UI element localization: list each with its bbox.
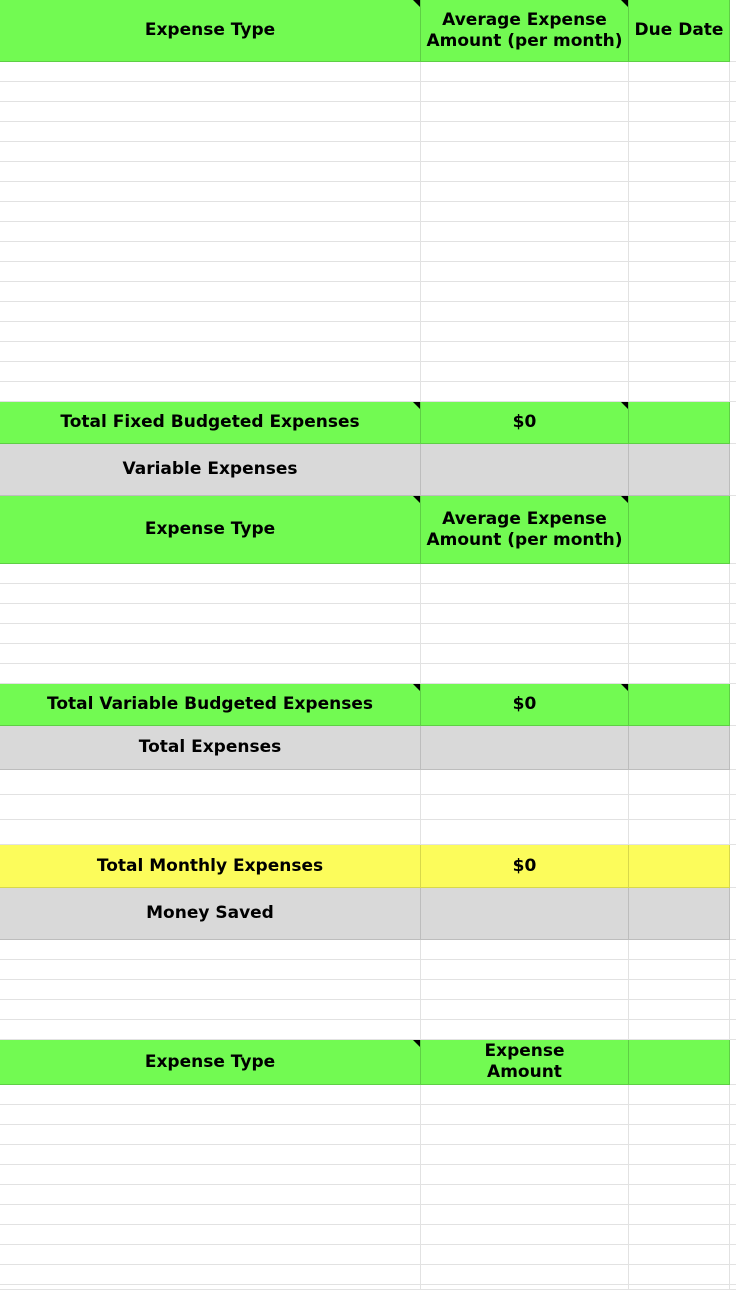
cell-col4 bbox=[730, 342, 736, 362]
total-monthly-empty[interactable] bbox=[629, 845, 730, 888]
cell-amount[interactable] bbox=[421, 262, 629, 282]
cell-col4 bbox=[730, 1245, 736, 1265]
header-expense-type[interactable] bbox=[0, 0, 421, 62]
cell-expense-type[interactable] bbox=[0, 222, 421, 242]
cell-expense-type[interactable] bbox=[0, 980, 421, 1000]
cell-col4 bbox=[730, 604, 736, 624]
fixed-header-row bbox=[0, 0, 736, 62]
cell-amount[interactable] bbox=[421, 584, 629, 604]
fixed-expense-row bbox=[0, 282, 736, 302]
cell-col4 bbox=[730, 62, 736, 82]
cell-amount[interactable] bbox=[421, 770, 629, 795]
cell-col4 bbox=[730, 402, 736, 444]
cell-due-date[interactable] bbox=[629, 940, 730, 960]
header-empty[interactable] bbox=[629, 496, 730, 564]
total-expenses-label[interactable] bbox=[0, 726, 421, 770]
fixed-expense-row bbox=[0, 122, 736, 142]
cell-amount[interactable] bbox=[421, 302, 629, 322]
total-expenses-row bbox=[0, 795, 736, 820]
money-saved-empty2[interactable] bbox=[629, 888, 730, 940]
cell-due-date[interactable] bbox=[629, 382, 730, 402]
total-monthly-row bbox=[0, 845, 736, 888]
cell-expense-type[interactable] bbox=[0, 282, 421, 302]
variable-expense-row bbox=[0, 604, 736, 624]
fixed-expense-row bbox=[0, 362, 736, 382]
cell-expense-type[interactable] bbox=[0, 1105, 421, 1125]
cell-expense-type[interactable] bbox=[0, 142, 421, 162]
cell-col4 bbox=[730, 624, 736, 644]
cell-due-date[interactable] bbox=[629, 362, 730, 382]
saved-expense-row bbox=[0, 1085, 736, 1105]
cell-expense-type[interactable] bbox=[0, 302, 421, 322]
total-fixed-row bbox=[0, 402, 736, 444]
cell-due-date[interactable] bbox=[629, 322, 730, 342]
fixed-expense-row bbox=[0, 222, 736, 242]
cell-col4 bbox=[730, 1000, 736, 1020]
cell-expense-type[interactable] bbox=[0, 564, 421, 584]
cell-amount[interactable] bbox=[421, 1205, 629, 1225]
cell-col4 bbox=[730, 122, 736, 142]
cell-expense-type[interactable] bbox=[0, 664, 421, 684]
total-variable-label-text: Total Variable Budgeted Expenses bbox=[46, 694, 373, 714]
cell-due-date[interactable] bbox=[629, 1185, 730, 1205]
cell-expense-type[interactable] bbox=[0, 1185, 421, 1205]
cell-expense-type[interactable] bbox=[0, 182, 421, 202]
cell-col4 bbox=[730, 282, 736, 302]
cell-due-date[interactable] bbox=[629, 770, 730, 795]
total-expenses-section-row bbox=[0, 726, 736, 770]
cell-col4 bbox=[730, 845, 736, 888]
cell-expense-type[interactable] bbox=[0, 1225, 421, 1245]
cell-expense-type[interactable] bbox=[0, 1125, 421, 1145]
fixed-expense-row bbox=[0, 302, 736, 322]
comment-indicator-icon[interactable] bbox=[413, 1040, 420, 1047]
variable-section-row bbox=[0, 444, 736, 496]
cell-expense-type[interactable] bbox=[0, 262, 421, 282]
cell-expense-type[interactable] bbox=[0, 770, 421, 795]
cell-expense-type[interactable] bbox=[0, 584, 421, 604]
cell-due-date[interactable] bbox=[629, 342, 730, 362]
cell-col4 bbox=[730, 795, 736, 820]
total-variable-value-text: $0 bbox=[512, 694, 537, 714]
cell-col4 bbox=[730, 564, 736, 584]
cell-amount[interactable] bbox=[421, 82, 629, 102]
cell-amount[interactable] bbox=[421, 1245, 629, 1265]
cell-amount[interactable] bbox=[421, 604, 629, 624]
fixed-expense-row bbox=[0, 142, 736, 162]
header-average-amount-variable-text: Average Expense Amount (per month) bbox=[426, 508, 623, 550]
cell-col4 bbox=[730, 770, 736, 795]
cell-amount[interactable] bbox=[421, 1125, 629, 1145]
cell-amount[interactable] bbox=[421, 1105, 629, 1125]
cell-col4 bbox=[730, 142, 736, 162]
cell-col4 bbox=[730, 182, 736, 202]
cell-col4 bbox=[730, 1225, 736, 1245]
variable-expenses-empty[interactable] bbox=[421, 444, 629, 496]
cell-due-date[interactable] bbox=[629, 1000, 730, 1020]
cell-expense-type[interactable] bbox=[0, 122, 421, 142]
header-due-date-text: Due Date bbox=[634, 20, 724, 40]
cell-amount[interactable] bbox=[421, 142, 629, 162]
cell-col4 bbox=[730, 382, 736, 402]
saved-expense-row bbox=[0, 1225, 736, 1245]
total-monthly-label-text: Total Monthly Expenses bbox=[96, 855, 324, 876]
cell-due-date[interactable] bbox=[629, 980, 730, 1000]
saved-expense-row bbox=[0, 1205, 736, 1225]
cell-amount[interactable] bbox=[421, 1020, 629, 1040]
cell-col4 bbox=[730, 302, 736, 322]
cell-due-date[interactable] bbox=[629, 1245, 730, 1265]
header-expense-type-text: Expense Type bbox=[144, 20, 276, 40]
saved-header-row bbox=[0, 1040, 736, 1085]
cell-expense-type[interactable] bbox=[0, 62, 421, 82]
header-expense-amount-saved[interactable] bbox=[421, 1040, 629, 1085]
saved-expense-row bbox=[0, 1105, 736, 1125]
total-variable-value[interactable] bbox=[421, 684, 629, 726]
cell-col4 bbox=[730, 242, 736, 262]
cell-expense-type[interactable] bbox=[0, 82, 421, 102]
money-saved-row bbox=[0, 960, 736, 980]
comment-indicator-icon[interactable] bbox=[621, 496, 628, 503]
cell-col4 bbox=[730, 1185, 736, 1205]
cell-expense-type[interactable] bbox=[0, 1145, 421, 1165]
cell-expense-type[interactable] bbox=[0, 1085, 421, 1105]
cell-due-date[interactable] bbox=[629, 960, 730, 980]
cell-col4 bbox=[730, 322, 736, 342]
cell-due-date[interactable] bbox=[629, 102, 730, 122]
cell-expense-type[interactable] bbox=[0, 1285, 421, 1290]
cell-col4 bbox=[730, 444, 736, 496]
cell-col4 bbox=[730, 1265, 736, 1285]
fixed-expense-row bbox=[0, 342, 736, 362]
header-expense-type-variable-text: Expense Type bbox=[144, 519, 276, 539]
cell-due-date[interactable] bbox=[629, 262, 730, 282]
comment-indicator-icon[interactable] bbox=[621, 402, 628, 409]
header-due-date[interactable] bbox=[629, 0, 730, 62]
cell-col4 bbox=[730, 980, 736, 1000]
money-saved-row bbox=[0, 1020, 736, 1040]
cell-due-date[interactable] bbox=[629, 1020, 730, 1040]
cell-col4 bbox=[730, 684, 736, 726]
cell-col4 bbox=[730, 888, 736, 940]
comment-indicator-icon[interactable] bbox=[413, 0, 420, 7]
cell-due-date[interactable] bbox=[629, 82, 730, 102]
cell-due-date[interactable] bbox=[629, 604, 730, 624]
cell-due-date[interactable] bbox=[629, 282, 730, 302]
cell-amount[interactable] bbox=[421, 980, 629, 1000]
money-saved-label-text: Money Saved bbox=[146, 903, 274, 923]
cell-amount[interactable] bbox=[421, 644, 629, 664]
total-fixed-label-text: Total Fixed Budgeted Expenses bbox=[60, 412, 360, 432]
total-variable-row bbox=[0, 684, 736, 726]
cell-col4 bbox=[730, 162, 736, 182]
cell-due-date[interactable] bbox=[629, 242, 730, 262]
saved-expense-row bbox=[0, 1185, 736, 1205]
cell-col4 bbox=[730, 1040, 736, 1085]
cell-amount[interactable] bbox=[421, 1085, 629, 1105]
total-expenses-row bbox=[0, 770, 736, 795]
cell-expense-type[interactable] bbox=[0, 644, 421, 664]
cell-expense-type[interactable] bbox=[0, 604, 421, 624]
cell-col4 bbox=[730, 1105, 736, 1125]
cell-due-date[interactable] bbox=[629, 624, 730, 644]
cell-due-date[interactable] bbox=[629, 664, 730, 684]
variable-expense-row bbox=[0, 564, 736, 584]
cell-due-date[interactable] bbox=[629, 1225, 730, 1245]
cell-due-date[interactable] bbox=[629, 142, 730, 162]
cell-expense-type[interactable] bbox=[0, 382, 421, 402]
saved-expense-row bbox=[0, 1145, 736, 1165]
comment-indicator-icon[interactable] bbox=[413, 496, 420, 503]
comment-indicator-icon[interactable] bbox=[621, 684, 628, 691]
fixed-expense-row bbox=[0, 62, 736, 82]
cell-amount[interactable] bbox=[421, 242, 629, 262]
saved-expense-row bbox=[0, 1165, 736, 1185]
fixed-expense-row bbox=[0, 182, 736, 202]
cell-expense-type[interactable] bbox=[0, 795, 421, 820]
fixed-expense-row bbox=[0, 82, 736, 102]
cell-amount[interactable] bbox=[421, 322, 629, 342]
cell-due-date[interactable] bbox=[629, 1205, 730, 1225]
total-expenses-label-text: Total Expenses bbox=[138, 737, 282, 757]
cell-expense-type[interactable] bbox=[0, 322, 421, 342]
cell-col4 bbox=[730, 362, 736, 382]
cell-col4 bbox=[730, 222, 736, 242]
cell-expense-type[interactable] bbox=[0, 820, 421, 845]
comment-indicator-icon[interactable] bbox=[413, 402, 420, 409]
variable-expenses-label[interactable] bbox=[0, 444, 421, 496]
total-expenses-empty2[interactable] bbox=[629, 726, 730, 770]
total-fixed-label[interactable] bbox=[0, 402, 421, 444]
total-fixed-empty[interactable] bbox=[629, 402, 730, 444]
saved-expense-row bbox=[0, 1285, 736, 1290]
cell-col4 bbox=[730, 664, 736, 684]
cell-amount[interactable] bbox=[421, 1285, 629, 1290]
cell-due-date[interactable] bbox=[629, 644, 730, 664]
cell-due-date[interactable] bbox=[629, 1125, 730, 1145]
saved-expense-row bbox=[0, 1265, 736, 1285]
variable-header-row bbox=[0, 496, 736, 564]
header-average-amount[interactable] bbox=[421, 0, 629, 62]
cell-expense-type[interactable] bbox=[0, 1020, 421, 1040]
cell-col4 bbox=[730, 1145, 736, 1165]
money-saved-row bbox=[0, 1000, 736, 1020]
header-average-amount-variable[interactable] bbox=[421, 496, 629, 564]
comment-indicator-icon[interactable] bbox=[413, 684, 420, 691]
cell-expense-type[interactable] bbox=[0, 1000, 421, 1020]
cell-col4 bbox=[730, 1285, 736, 1290]
cell-amount[interactable] bbox=[421, 182, 629, 202]
cell-expense-type[interactable] bbox=[0, 940, 421, 960]
cell-amount[interactable] bbox=[421, 342, 629, 362]
money-saved-section-row bbox=[0, 888, 736, 940]
cell-col4 bbox=[730, 1085, 736, 1105]
cell-col4 bbox=[730, 644, 736, 664]
variable-expense-row bbox=[0, 584, 736, 604]
cell-col4 bbox=[730, 960, 736, 980]
total-fixed-value[interactable] bbox=[421, 402, 629, 444]
money-saved-label[interactable] bbox=[0, 888, 421, 940]
cell-amount[interactable] bbox=[421, 795, 629, 820]
cell-col4 bbox=[730, 202, 736, 222]
cell-expense-type[interactable] bbox=[0, 362, 421, 382]
cell-col4 bbox=[730, 1205, 736, 1225]
money-saved-row bbox=[0, 940, 736, 960]
cell-col4 bbox=[730, 0, 736, 62]
header-expense-type-variable[interactable] bbox=[0, 496, 421, 564]
cell-due-date[interactable] bbox=[629, 1165, 730, 1185]
cell-due-date[interactable] bbox=[629, 584, 730, 604]
cell-expense-type[interactable] bbox=[0, 960, 421, 980]
header-expense-type-saved[interactable] bbox=[0, 1040, 421, 1085]
money-saved-row bbox=[0, 980, 736, 1000]
cell-amount[interactable] bbox=[421, 1225, 629, 1245]
cell-amount[interactable] bbox=[421, 564, 629, 584]
fixed-expense-row bbox=[0, 262, 736, 282]
cell-col4 bbox=[730, 820, 736, 845]
cell-expense-type[interactable] bbox=[0, 162, 421, 182]
comment-indicator-icon[interactable] bbox=[621, 0, 628, 7]
saved-expense-row bbox=[0, 1245, 736, 1265]
total-expenses-empty[interactable] bbox=[421, 726, 629, 770]
cell-due-date[interactable] bbox=[629, 162, 730, 182]
cell-amount[interactable] bbox=[421, 1185, 629, 1205]
total-variable-label[interactable] bbox=[0, 684, 421, 726]
variable-expense-row bbox=[0, 664, 736, 684]
cell-amount[interactable] bbox=[421, 1265, 629, 1285]
fixed-expense-row bbox=[0, 102, 736, 122]
cell-col4 bbox=[730, 102, 736, 122]
cell-due-date[interactable] bbox=[629, 1145, 730, 1165]
total-monthly-label[interactable] bbox=[0, 845, 421, 888]
header-expense-amount-saved-text: Expense Amount bbox=[484, 1041, 565, 1082]
cell-due-date[interactable] bbox=[629, 820, 730, 845]
cell-amount[interactable] bbox=[421, 162, 629, 182]
cell-due-date[interactable] bbox=[629, 564, 730, 584]
cell-col4 bbox=[730, 1125, 736, 1145]
cell-due-date[interactable] bbox=[629, 122, 730, 142]
total-expenses-row bbox=[0, 820, 736, 845]
cell-amount[interactable] bbox=[421, 362, 629, 382]
total-monthly-value[interactable] bbox=[421, 845, 629, 888]
cell-amount[interactable] bbox=[421, 1165, 629, 1185]
fixed-expense-row bbox=[0, 382, 736, 402]
cell-expense-type[interactable] bbox=[0, 1205, 421, 1225]
variable-expenses-empty2[interactable] bbox=[629, 444, 730, 496]
cell-due-date[interactable] bbox=[629, 62, 730, 82]
variable-expense-row bbox=[0, 624, 736, 644]
header-expense-type-saved-text: Expense Type bbox=[144, 1051, 276, 1072]
cell-due-date[interactable] bbox=[629, 795, 730, 820]
cell-amount[interactable] bbox=[421, 382, 629, 402]
cell-due-date[interactable] bbox=[629, 182, 730, 202]
variable-expenses-label-text: Variable Expenses bbox=[122, 459, 298, 479]
cell-expense-type[interactable] bbox=[0, 202, 421, 222]
cell-due-date[interactable] bbox=[629, 302, 730, 322]
cell-due-date[interactable] bbox=[629, 1085, 730, 1105]
cell-due-date[interactable] bbox=[629, 1285, 730, 1290]
cell-due-date[interactable] bbox=[629, 202, 730, 222]
cell-amount[interactable] bbox=[421, 202, 629, 222]
cell-col4 bbox=[730, 82, 736, 102]
cell-expense-type[interactable] bbox=[0, 624, 421, 644]
cell-amount[interactable] bbox=[421, 282, 629, 302]
saved-expense-row bbox=[0, 1125, 736, 1145]
total-fixed-value-text: $0 bbox=[512, 412, 537, 432]
cell-col4 bbox=[730, 726, 736, 770]
cell-col4 bbox=[730, 584, 736, 604]
cell-col4 bbox=[730, 496, 736, 564]
cell-amount[interactable] bbox=[421, 664, 629, 684]
cell-amount[interactable] bbox=[421, 624, 629, 644]
total-variable-empty[interactable] bbox=[629, 684, 730, 726]
cell-amount[interactable] bbox=[421, 222, 629, 242]
cell-amount[interactable] bbox=[421, 122, 629, 142]
cell-due-date[interactable] bbox=[629, 1105, 730, 1125]
fixed-expense-row bbox=[0, 202, 736, 222]
cell-amount[interactable] bbox=[421, 1145, 629, 1165]
cell-due-date[interactable] bbox=[629, 1265, 730, 1285]
money-saved-empty[interactable] bbox=[421, 888, 629, 940]
header-empty-saved[interactable] bbox=[629, 1040, 730, 1085]
cell-col4 bbox=[730, 1165, 736, 1185]
fixed-expense-row bbox=[0, 242, 736, 262]
cell-col4 bbox=[730, 1020, 736, 1040]
cell-col4 bbox=[730, 940, 736, 960]
cell-expense-type[interactable] bbox=[0, 342, 421, 362]
cell-expense-type[interactable] bbox=[0, 1245, 421, 1265]
cell-amount[interactable] bbox=[421, 102, 629, 122]
total-monthly-value-text: $0 bbox=[512, 855, 537, 876]
cell-expense-type[interactable] bbox=[0, 1165, 421, 1185]
cell-expense-type[interactable] bbox=[0, 242, 421, 262]
cell-expense-type[interactable] bbox=[0, 1265, 421, 1285]
cell-amount[interactable] bbox=[421, 820, 629, 845]
cell-amount[interactable] bbox=[421, 940, 629, 960]
fixed-expense-row bbox=[0, 322, 736, 342]
variable-expense-row bbox=[0, 644, 736, 664]
cell-amount[interactable] bbox=[421, 1000, 629, 1020]
cell-expense-type[interactable] bbox=[0, 102, 421, 122]
cell-amount[interactable] bbox=[421, 62, 629, 82]
header-average-amount-text: Average Expense Amount (per month) bbox=[426, 9, 623, 51]
cell-due-date[interactable] bbox=[629, 222, 730, 242]
cell-amount[interactable] bbox=[421, 960, 629, 980]
fixed-expense-row bbox=[0, 162, 736, 182]
cell-col4 bbox=[730, 262, 736, 282]
